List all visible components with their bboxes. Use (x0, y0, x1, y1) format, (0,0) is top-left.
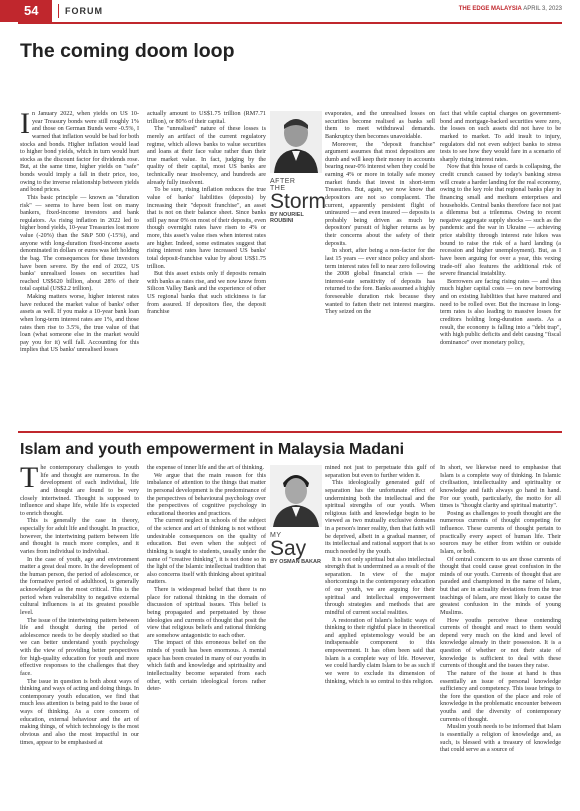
paragraph: evaporates, and the unrealised losses on securities become realised as banks sell them to meet withdrawal demands. Bankruptcy then becomes unavoidable. (325, 111, 435, 140)
paragraph: The nature of the issue at hand is thus essentially an issue of personal knowledge sufficiency and competency. This issue brings to the fore the question of the place and role of knowledge in the problematic encounter between youths and the diversity of contemporary currents of thought. (440, 670, 561, 723)
paragraph: But this asset exists only if deposits remain with banks as rates rise, and we now know from Silicon Valley Bank and the experience of other US regional banks that such stickiness is far from assured. If depositors flee, the deposit franchise (147, 271, 266, 316)
article2-col2 (147, 465, 266, 694)
paragraph: The contemporary challenges to youth life and thought are numerous. In the development of each individual, life and thought are found to be very closely intertwined. Thought is supposed to influence and shape life, while life is expected to enrich thought. (20, 461, 139, 517)
page-number: 54 (0, 0, 52, 22)
byline: BY NOURIEL ROUBINI (270, 212, 304, 224)
author-portrait-roubini (270, 111, 322, 173)
article-divider (18, 431, 562, 433)
article1-col1 (20, 107, 139, 355)
paragraph: A restoration of Islam's holistic ways of thinking to their rightful place in theoretical and applied epistemology would be an indispensable component to this empowerment. It has often been said that Islam is a complete way of life. However, we could hardly claim Islam to be as such if we were to exclude its dimension of thinking, which is so central to this religion. (325, 617, 435, 685)
author-portrait-osman-bakar (270, 465, 322, 527)
column-label-line1: MY (270, 532, 282, 539)
paragraph: This basic principle — known as "duration risk" — seems to have been lost on many bankers, fixed-income investors and bank regulators. As rising inflation in 2022 led to higher bond yields, 10-year Treasuries lost more value (-20%) than the S&P 500 (-15%), and anyone with long-duration fixed-income assets denominated in dollars or euros was left holding the bag. The consequences for these investors have been severe. By the end of 2022, US banks' unrealised losses on securities had reached US$620 billion, about 28% of their total capital (US$2.2 trillion). (20, 194, 139, 293)
paragraph: Borrowers are facing rising rates — and thus much higher capital costs — on new borrowing and on existing liabilities that have matured and need to be rolled over. But the increase in long-term rates is also leading to massive losses for creditors holding long-duration assets. As a result, the economy is falling into a "debt trap", with high public deficits and debt causing "fiscal dominance" over monetary policy, (440, 278, 561, 346)
byline: BY OSMAN BAKAR (270, 559, 321, 565)
paragraph: The impact of this erroneous belief on the minds of youth has been enormous. A mental space has been created in many of our youths in which faith and knowledge and spirituality and intellectuality become separated from each other, with certain ideological forces rather deter- (147, 640, 266, 693)
paragraph: the expense of inner life and the art of thinking. (147, 465, 264, 471)
paragraph: We argue that the main reason for this imbalance of attention to the things that matter in personal development is the predominance of the perspectives of behavioural psychology over the perspectives of cognitive psychology in educational theories and practices. (147, 472, 266, 517)
publication-date: APRIL 3, 2023 (523, 6, 562, 12)
publication-info (459, 6, 562, 12)
paragraph: The issue of the intertwining pattern between life and thought during the period of adolescence needs to be deeply studied so that we can better understand youth psychology with the view of providing better perspectives for high-quality education for youth and more effective responses to the challenges that they face. (20, 617, 139, 677)
paragraph: Muslim youth needs to be informed that Islam is essentially a religion of knowledge and, as such, is blessed with a treasury of knowledge that could serve as a source of (440, 724, 561, 754)
paragraph: actually amount to US$1.75 trillion (RM7.71 trillion), or 80% of their capital. (147, 111, 266, 125)
paragraph: This ideologically generated gulf of separation has the unfortunate effect of undermining both the intellectual and the spiritual strengths of our youth. When religious faith and knowledge begin to be viewed as two mutually exclusive domains in a person's inner reality, then that faith will be deprived, albeit in a gradual manner, of its intellectual and rational support that is so much needed by the youth. (325, 480, 435, 555)
column-label-line2: THE (270, 185, 286, 192)
paragraph: Now that this house of cards is collapsing, the credit crunch caused by today's banking stress will create a harder landing for the real economy, owing to the key role that regional banks play in financing small and medium enterprises and households. Central banks therefore face not just a dilemma but a trilemma. Owing to recent negative aggregate supply shocks — such as the pandemic and the war in Ukraine — achieving price stability through interest rate hikes was bound to raise the risk of a hard landing (a recession and higher unemployment). But, as I have been arguing for over a year, this vexing trade-off also features the additional risk of severe financial instability. (440, 164, 561, 278)
paragraph: This is generally the case in theory, especially for adult life and thought. In practice, however, the intertwining pattern between life and thought is much more complex, and it varies from individual to individual. (20, 518, 139, 555)
paragraph: How youths perceive these contending currents of thought and react to them would depend very much on the kind and level of knowledge already in their possession. It is a question of whether or not their state of knowledge is sufficient to deal with these currents of thought and the issues they raise. (440, 617, 561, 670)
paragraph: Making matters worse, higher interest rates have reduced the market value of banks' other assets as well. If you make a 10-year bank loan when long-term interest rates are 1%, and those rates then rise to 3.5%, the true value of that loan (what someone else in the market would pay you for it) will fall. Accounting for this implies that US banks' unrealised losses (20, 294, 139, 354)
page-header (0, 0, 580, 22)
paragraph: Moreover, the "deposit franchise" argument assumes that most depositors are dumb and will keep their money in accounts bearing near-0% interest when they could be earning 4% or more in totally safe money market funds that invest in short-term Treasuries. But, again, we now know that depositors are not so complacent. The current, apparently persistent flight of uninsured — and even insured — deposits is probably being driven as much by depositors' pursuit of higher returns as by their concerns about the safety of their deposits. (325, 141, 436, 247)
paragraph: The "unrealised" nature of these losses is merely an artifact of the current regulatory regime, which allows banks to value securities and loans at their face value rather than their true market value. In fact, judging by the quality of their capital, most US banks are technically near insolvency, and hundreds are already fully insolvent. (147, 126, 266, 186)
paragraph: In January 2022, when yields on US 10-year Treasury bonds were still roughly 1% and those on German Bunds were -0.5%, I warned that inflation would be bad for both stocks and bonds. Higher inflation would lead to higher bond yields, which in turn would hurt stocks as the discount factor for dividends rose. But, at the same time, higher yields on "safe" bonds would imply a fall in their price, too, owing to the inverse relationship between yields and bond prices. (20, 107, 139, 194)
paragraph: In the case of youth, age and environment matter a great deal more. In the development of the human person, the period of adolescence, or the formative period of adulthood, is generally acknowledged as the most critical. This is the period when vulnerability to negative external cultural influences is at its greatest possible level. (20, 556, 139, 616)
section-label: FORUM (58, 4, 103, 18)
paragraph: To be sure, rising inflation reduces the true value of banks' liabilities (deposits) by increasing their "deposit franchise", an asset that is not on their balance sheet. Since banks still pay near 0% on most of their deposits, even though overnight rates have risen to 4% or more, this asset's value rises when interest rates are higher. Indeed, some estimates suggest that rising interest rates have increased US banks' total deposit-franchise value by about US$1.75 trillion. (147, 187, 266, 270)
paragraph: mined not just to perpetuate this gulf of separation but even to further widen it. (325, 465, 435, 479)
header-rule (18, 22, 562, 24)
paragraph: In short, after being a non-factor for the last 15 years — ever since policy and short-term interest rates fell to near zero following the 2008 global financial crisis — the interest-rate sensitivity of deposits has returned to the fore. Banks assumed a highly foreseeable duration risk because they wanted to fatten their net interest margins. They seized on the (325, 248, 435, 316)
paragraph: Posing as challenges to youth thought are the numerous currents of thought competing for influence. These currents of thought pertain to practically every aspect of human life. Their sources may be either from within or outside Islam, or both. (440, 510, 561, 555)
article1-headline: The coming doom loop (20, 40, 235, 62)
column-label-line1: AFTER (270, 178, 296, 185)
article2-column-box (270, 465, 322, 575)
column-name: Storm (270, 190, 327, 213)
paragraph: There is widespread belief that there is no place for rational thinking in the domain of discussion of spiritual issues. This belief is being propagated and perpetuated by those ideologies and currents of thought that posit the view that religious beliefs and rational thinking are somehow antagonistic to each other. (147, 587, 266, 639)
paragraph: The issue in question is both about ways of thinking and ways of acting and doing things. In contemporary youth education, we find that much less attention is being paid to the issue of ways of thinking. As a core concern of education, external behaviour and the art of making things, of which technology is the most obvious and also the most impactful in our times, appear to be emphasised at (20, 678, 139, 746)
paragraph: In short, we likewise need to emphasise that Islam is a complete way of thinking. In Islamic civilisation, intellectuality and spirituality or knowledge and faith always go hand in hand. For our youth, particularly, the motto for all times is "thought clarity and spiritual maturity". (440, 465, 561, 510)
paragraph: fact that while capital charges on government-bond and mortgage-backed securities were zero, the losses on such assets did not have to be marked to market. To add insult to injury, regulators did not even subject banks to stress tests to see how they would fare in a scenario of sharply rising interest rates. (440, 111, 561, 163)
article1-col2 (147, 111, 266, 317)
article2-headline: Islam and youth empowerment in Malaysia Madani (20, 441, 405, 458)
article2-col1 (20, 461, 139, 747)
article1-col3 (325, 111, 435, 317)
article2-col4 (440, 465, 561, 755)
paragraph: The current neglect in schools of the subject of the science and art of thinking is not without undesirable consequences on the quality of education. But even when the subject of thinking is taught to students, usually under the name of "creative thinking", it is not done so in the light of the Islamic intellectual tradition that also concerns itself with thinking about spiritual matters. (147, 518, 266, 586)
article1-column-box (270, 111, 327, 231)
publication-name: THE EDGE MALAYSIA (458, 6, 522, 12)
paragraph: It is not only spiritual but also intellectual strength that is undermined as a result of the separation. In view of the major shortcomings in the contemporary education of our youth, we are arguing for their spiritual and intellectual empowerment through strategies and methods that are mindful of current social realities. (325, 556, 435, 616)
article2-col3 (325, 465, 435, 686)
paragraph: Of central concern to us are those currents of thought that could cause great confusion in the minds of our youth. Currents of thought that are paraded and championed in the name of Islam, but that are in actuality deviations from the true teachings of Islam, are most likely to cause the greatest confusion in the minds of young Muslims. (440, 556, 561, 616)
column-name: Say (270, 537, 307, 560)
article1-col4 (440, 111, 561, 347)
